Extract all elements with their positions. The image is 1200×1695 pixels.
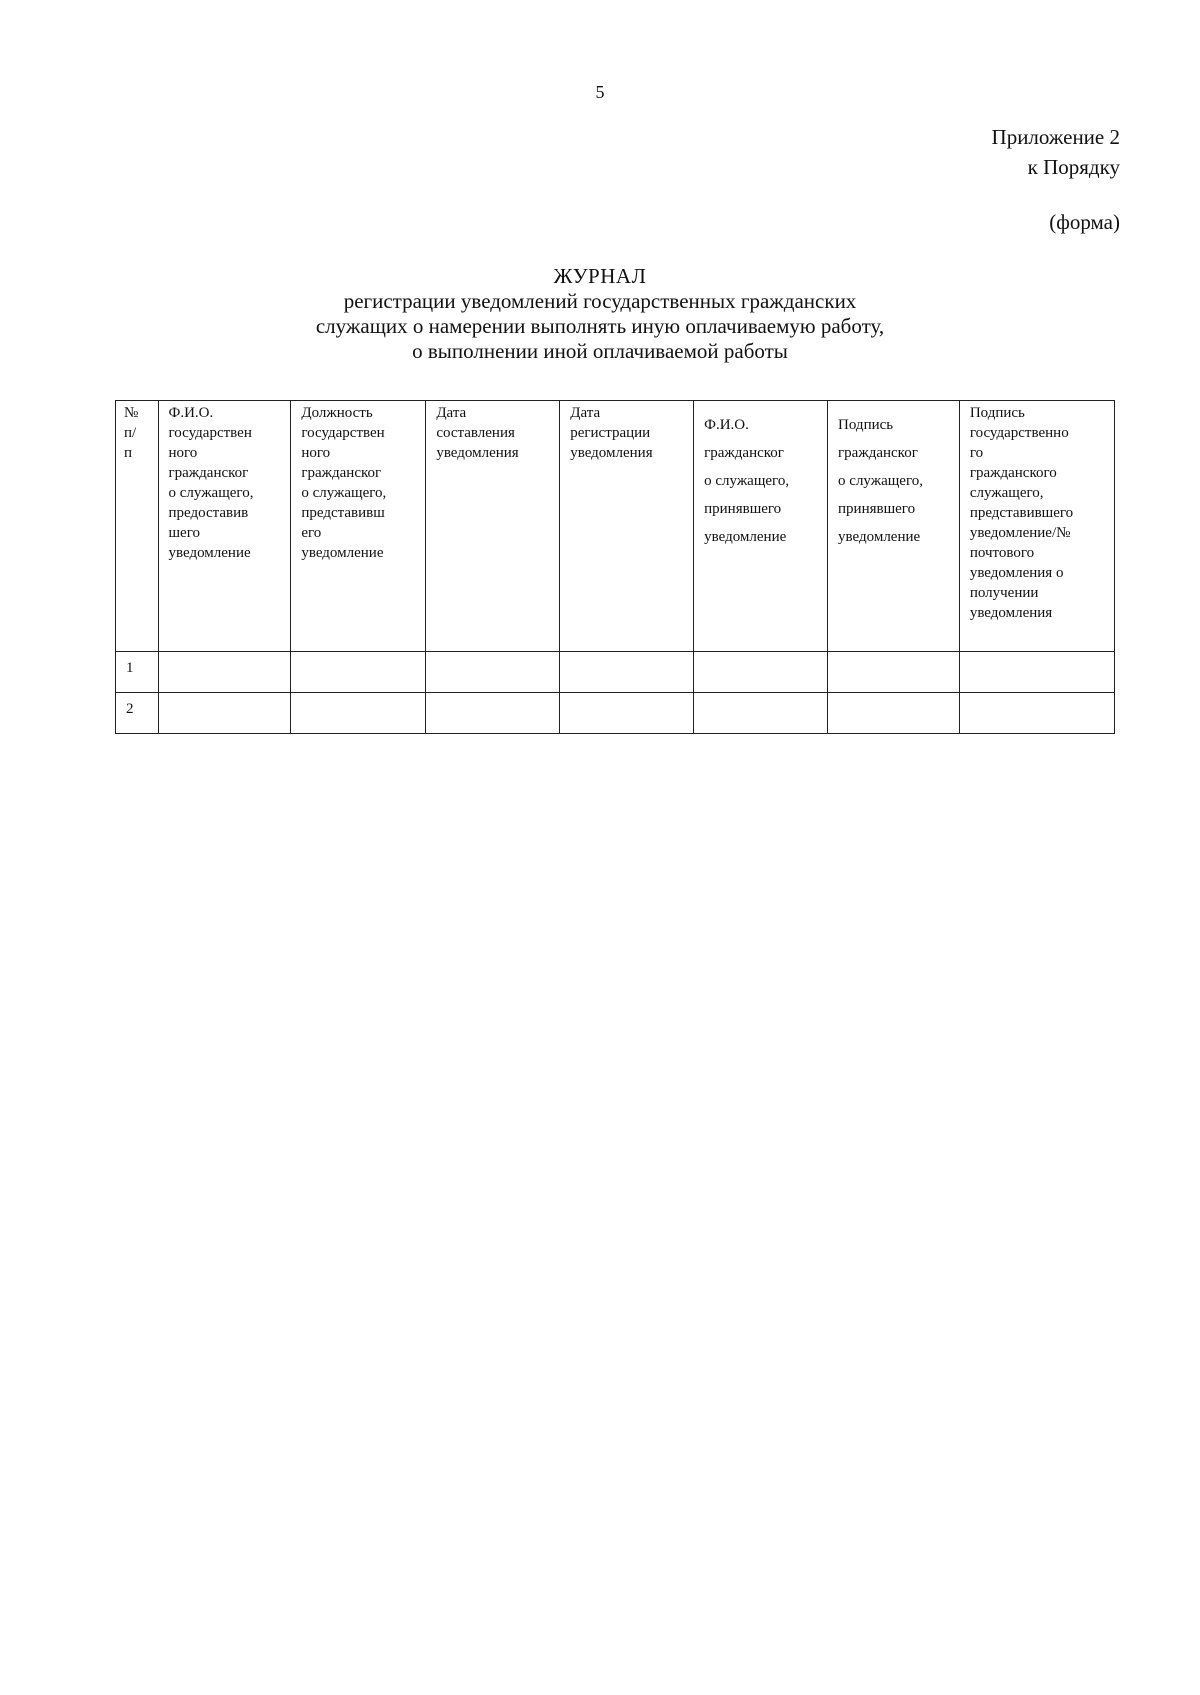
title-heading: ЖУРНАЛ: [553, 264, 647, 288]
table-cell: [560, 652, 694, 693]
table-cell: [426, 652, 560, 693]
table-cell: [291, 652, 426, 693]
table-cell: [828, 652, 960, 693]
table-cell: [426, 693, 560, 734]
form-label: (форма): [1049, 210, 1120, 234]
header-receiver-name: Ф.И.О. гражданског о служащего, принявшего уведомление: [694, 401, 828, 652]
appendix-reference: [992, 122, 1120, 182]
appendix-line-1: Приложение 2: [991, 125, 1120, 149]
header-employee-position: Должность государствен ного гражданског о служащего, представивш его уведомление: [291, 401, 426, 652]
journal-table: [115, 400, 1115, 734]
header-date-compiled: Дата составления уведомления: [426, 401, 560, 652]
header-employee-name: Ф.И.О. государствен ного гражданског о служащего, предоставив шего уведомление: [158, 401, 291, 652]
table-cell: 2: [116, 693, 159, 734]
page-number: 5: [595, 82, 605, 102]
table-cell: [291, 693, 426, 734]
table-row: [116, 652, 1115, 693]
header-submitter-signature: Подпись государственно го гражданского служащего, представившего уведомление/№ почтового уведомления о получении уведомления: [959, 401, 1114, 652]
table-cell: [959, 693, 1114, 734]
header-date-registered: Дата регистрации уведомления: [560, 401, 694, 652]
appendix-line-2: к Порядку: [1027, 155, 1120, 179]
table-header-row: [116, 401, 1115, 652]
table-cell: [694, 652, 828, 693]
header-number: № п/ п: [116, 401, 159, 652]
table-cell: [158, 652, 291, 693]
table-cell: [560, 693, 694, 734]
table-row: [116, 693, 1115, 734]
table-cell: [828, 693, 960, 734]
title-line-2: служащих о намерении выполнять иную оплачиваемую работу,: [315, 314, 885, 338]
title-line-3: о выполнении иной оплачиваемой работы: [412, 339, 788, 363]
table-cell: 1: [116, 652, 159, 693]
title-line-1: регистрации уведомлений государственных гражданских: [343, 289, 857, 313]
table-cell: [694, 693, 828, 734]
table-cell: [158, 693, 291, 734]
document-title: [0, 264, 1200, 364]
table-cell: [959, 652, 1114, 693]
header-receiver-signature: Подпись гражданског о служащего, принявшего уведомление: [828, 401, 960, 652]
